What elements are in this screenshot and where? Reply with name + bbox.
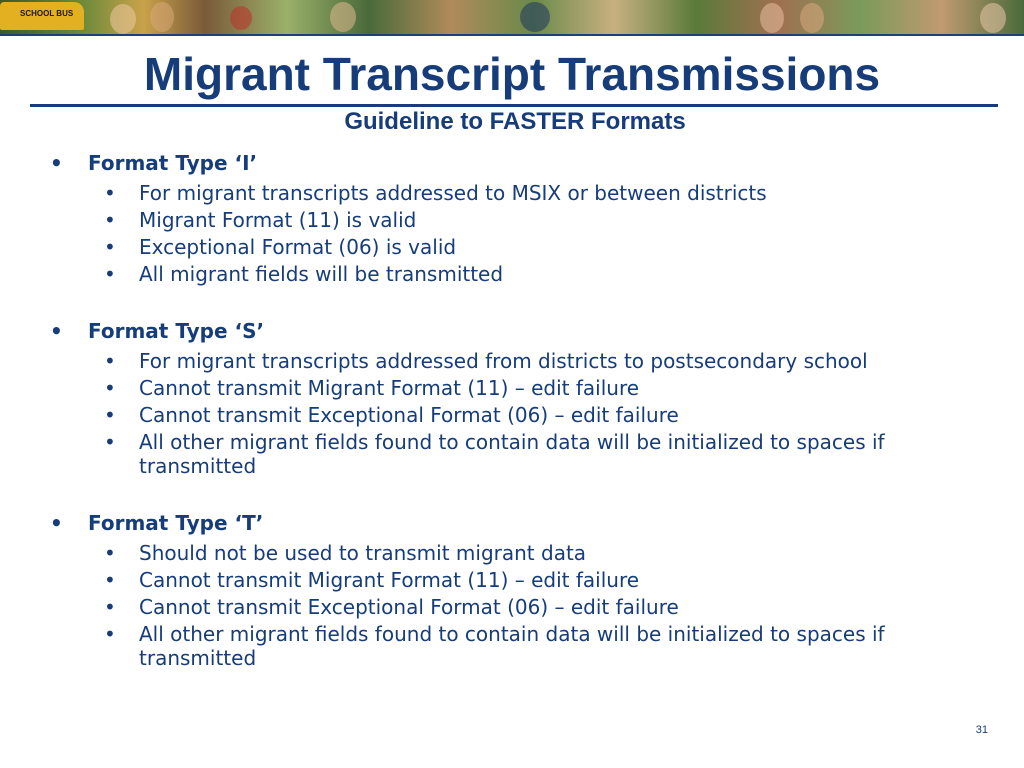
- bullet-icon: •: [50, 511, 63, 535]
- list-item: [50, 262, 1000, 286]
- page-subtitle: Guideline to FASTER Formats: [344, 108, 686, 135]
- section-heading-text: Format Type ‘I’: [88, 151, 258, 175]
- list-item: [50, 430, 1000, 478]
- bullet-icon: •: [104, 403, 116, 427]
- photo-face: [760, 3, 784, 33]
- photo-graduate: [520, 2, 550, 32]
- list-item-text: Cannot transmit Migrant Format (11) – edit failure: [139, 376, 640, 400]
- list-item: [50, 622, 1000, 670]
- section-heading-text: Format Type ‘S’: [88, 319, 265, 343]
- photo-face: [800, 3, 824, 33]
- photo-apple: [230, 6, 252, 30]
- banner-divider: [0, 34, 1024, 36]
- format-section-s: [50, 316, 1000, 478]
- list-item-text: Cannot transmit Exceptional Format (06) – edit failure: [139, 403, 679, 427]
- list-item-text: Cannot transmit Exceptional Format (06) – edit failure: [139, 595, 679, 619]
- bullet-icon: •: [104, 349, 116, 373]
- bullet-icon: •: [104, 235, 116, 259]
- section-heading: [50, 148, 1000, 178]
- list-item-text: For migrant transcripts addressed from districts to postsecondary school: [139, 349, 868, 373]
- list-item: [50, 181, 1000, 205]
- list-item: [50, 208, 1000, 232]
- list-item: [50, 568, 1000, 592]
- section-heading-text: Format Type ‘T’: [88, 511, 264, 535]
- list-item-text: All migrant fields will be transmitted: [139, 262, 504, 286]
- list-item-text: All other migrant fields found to contain data will be initialized to spaces if transmitted: [139, 622, 885, 670]
- bullet-icon: •: [50, 319, 63, 343]
- page-title: Migrant Transcript Transmissions: [143, 48, 881, 100]
- bullet-icon: •: [104, 595, 116, 619]
- list-item-text: For migrant transcripts addressed to MSIX or between districts: [139, 181, 767, 205]
- bullet-icon: •: [104, 181, 116, 205]
- list-item-text: Exceptional Format (06) is valid: [139, 235, 457, 259]
- page-number: 31: [975, 724, 988, 736]
- list-item: [50, 595, 1000, 619]
- bullet-icon: •: [104, 208, 116, 232]
- photo-face: [980, 3, 1006, 33]
- section-heading: [50, 316, 1000, 346]
- bullet-icon: •: [104, 430, 116, 454]
- bullet-content: [50, 148, 1000, 700]
- bullet-icon: •: [104, 376, 116, 400]
- list-item-text: All other migrant fields found to contain data will be initialized to spaces if transmitted: [139, 430, 885, 478]
- bullet-icon: •: [50, 151, 63, 175]
- list-item-text: Migrant Format (11) is valid: [139, 208, 417, 232]
- section-heading: [50, 508, 1000, 538]
- list-item: [50, 403, 1000, 427]
- format-section-i: [50, 148, 1000, 286]
- list-item: [50, 376, 1000, 400]
- list-item: [50, 349, 1000, 373]
- photo-face: [150, 2, 174, 32]
- list-item: [50, 235, 1000, 259]
- photo-face: [110, 4, 136, 34]
- bullet-icon: •: [104, 541, 116, 565]
- photo-face: [330, 2, 356, 32]
- bullet-icon: •: [104, 622, 116, 646]
- bullet-icon: •: [104, 568, 116, 592]
- bullet-icon: •: [104, 262, 116, 286]
- list-item-text: Cannot transmit Migrant Format (11) – edit failure: [139, 568, 640, 592]
- list-item-text: Should not be used to transmit migrant data: [139, 541, 587, 565]
- list-item: [50, 541, 1000, 565]
- school-bus-label: SCHOOL BUS: [20, 9, 74, 18]
- header-photo-banner: [0, 0, 1024, 34]
- format-section-t: [50, 508, 1000, 670]
